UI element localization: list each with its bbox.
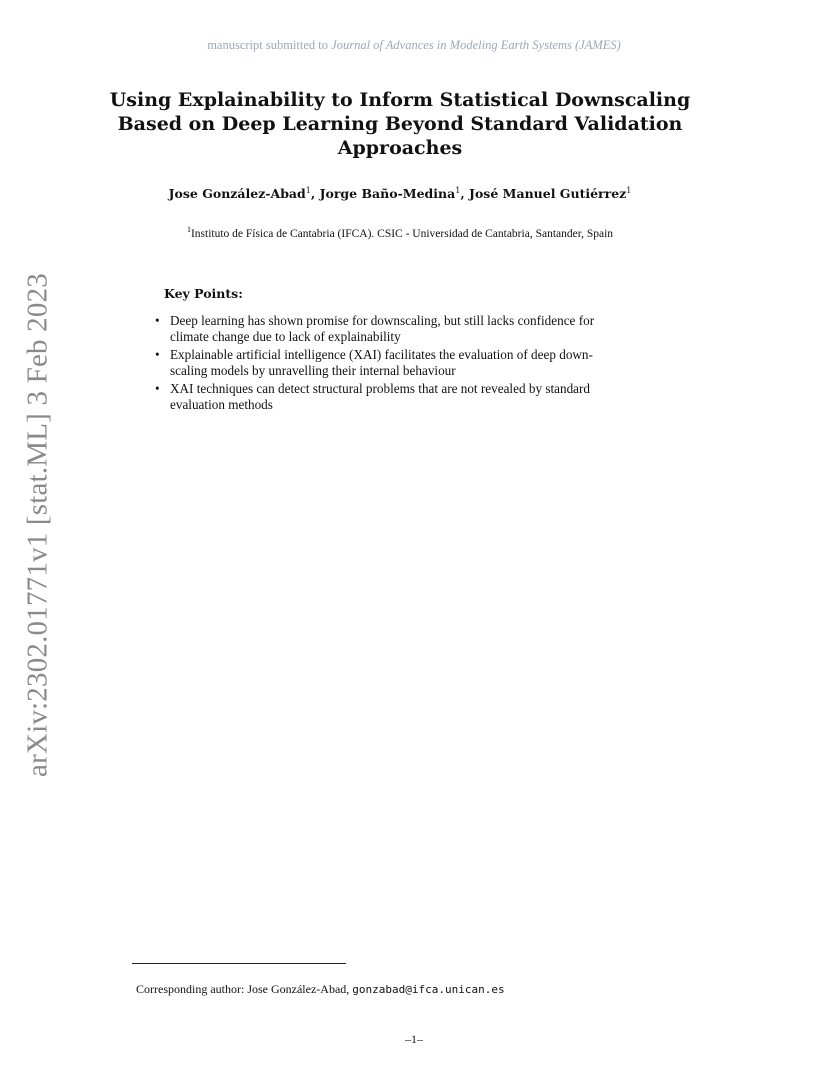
author-affiliation-mark: 1 — [305, 186, 311, 195]
author-email: gonzabad@ifca.unican.es — [352, 983, 505, 996]
affiliation — [100, 225, 700, 240]
key-point-line: Explainable artificial intelligence (XAI) facilitates the evaluation of deep down- — [170, 347, 593, 362]
key-points-list — [154, 313, 654, 415]
bullet-icon: • — [155, 347, 160, 362]
bullet-icon: • — [155, 313, 160, 328]
corresponding-author-footnote — [136, 982, 505, 997]
bullet-icon: • — [155, 381, 160, 396]
footnote-rule — [132, 963, 346, 964]
key-point-item — [154, 381, 654, 413]
key-point-line: scaling models by unravelling their internal behaviour — [170, 363, 456, 378]
author-separator: , — [460, 186, 470, 201]
title-line-3: Approaches — [337, 137, 463, 159]
page-number: –1– — [405, 1032, 423, 1046]
key-point-line: climate change due to lack of explainability — [170, 329, 401, 344]
author-affiliation-mark: 1 — [626, 186, 632, 195]
key-point-line: Deep learning has shown promise for downscaling, but still lacks confidence for — [170, 313, 595, 328]
title-line-1: Using Explainability to Inform Statistical Downscaling — [109, 89, 691, 111]
author-name: Jose González-Abad — [168, 186, 306, 201]
header-prefix: manuscript submitted to — [207, 38, 332, 52]
key-point-item — [154, 313, 654, 345]
footnote-label: Corresponding author: Jose González-Abad, — [136, 982, 353, 996]
arxiv-stamp: arXiv:2302.01771v1 [stat.ML] 3 Feb 2023 — [21, 273, 54, 777]
author-separator: , — [310, 186, 320, 201]
key-point-line: XAI techniques can detect structural problems that are not revealed by standard — [170, 381, 591, 396]
affiliation-mark: 1 — [186, 225, 191, 234]
affiliation-text: Instituto de Física de Cantabria (IFCA). CSIC - Universidad de Cantabria, Santander, Spain — [190, 228, 614, 240]
key-point-item — [154, 347, 654, 379]
author-list — [100, 186, 700, 201]
key-point-line: evaluation methods — [170, 397, 273, 412]
key-points-heading: Key Points: — [164, 286, 243, 301]
paper-title — [100, 88, 700, 160]
title-line-2: Based on Deep Learning Beyond Standard Validation — [117, 113, 683, 135]
running-header — [0, 38, 828, 53]
journal-name: Journal of Advances in Modeling Earth Systems (JAMES) — [331, 38, 621, 52]
author-name: José Manuel Gutiérrez — [469, 186, 627, 201]
author-name: Jorge Baño-Medina — [319, 186, 456, 201]
author-affiliation-mark: 1 — [455, 186, 461, 195]
